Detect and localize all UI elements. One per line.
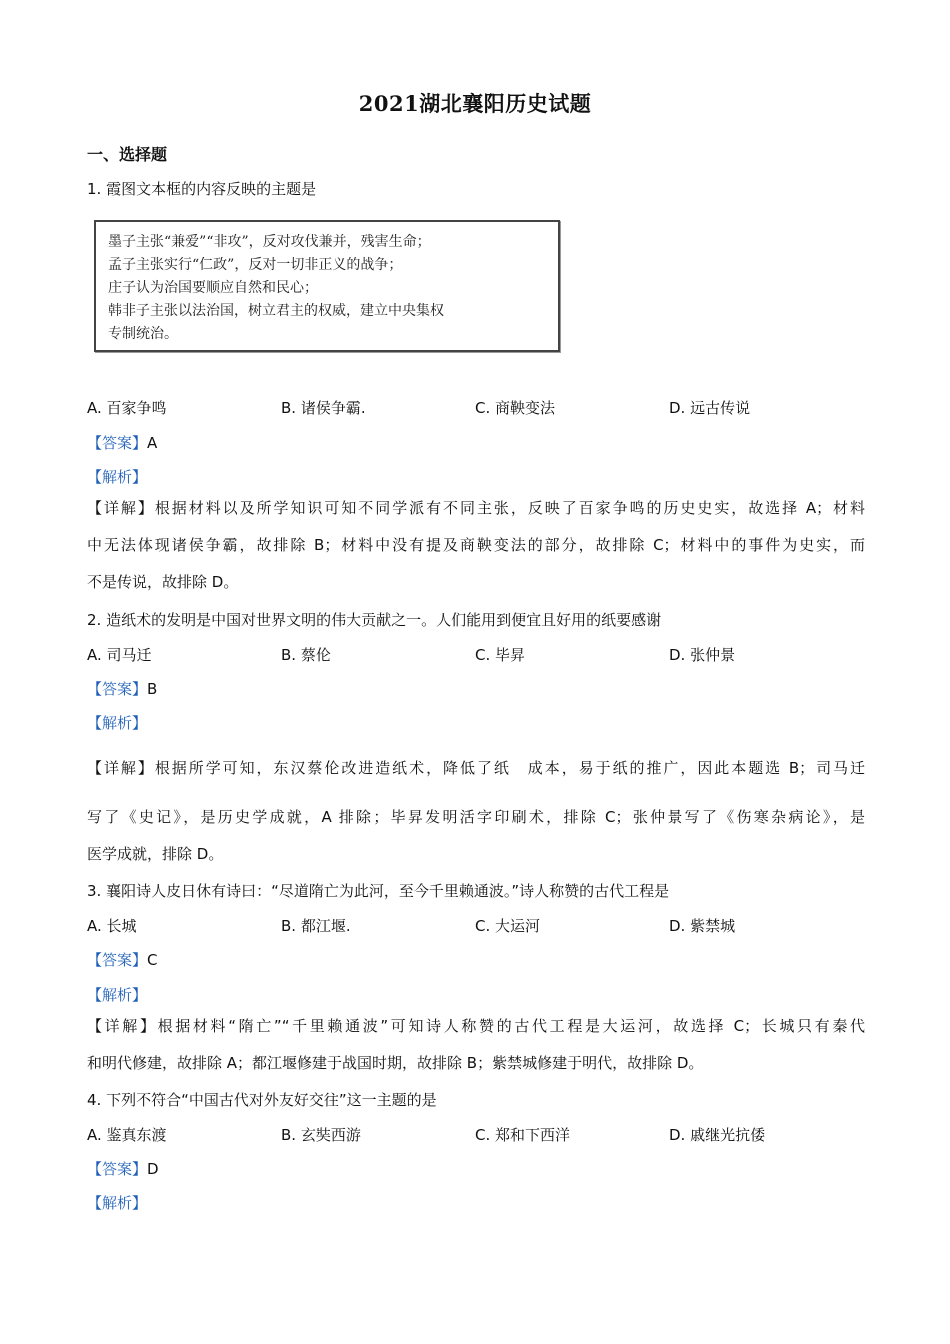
answer-line	[87, 678, 157, 699]
detail-tag: 【详解】	[87, 1017, 158, 1035]
detail-paragraph	[87, 1008, 865, 1082]
option-a: A. 百家争鸣	[87, 399, 167, 417]
option-a: A. 司马迁	[87, 646, 152, 664]
answer-line	[87, 1158, 159, 1179]
detail-line: 【详解】根据材料“隋亡”“千里赖通波”可知诗人称赞的古代工程是大运河，故选择 C；长城只有秦代	[87, 1017, 865, 1035]
answer-line	[87, 432, 157, 453]
material-line: 韩非子主张以法治国，树立君主的权威，建立中央集权	[108, 303, 444, 319]
option-d: D. 远古传说	[669, 399, 751, 417]
detail-line: 写了《史记》，是历史学成就，A 排除；毕昇发明活字印刷术，排除 C；张仲景写了《伤寒杂病论》，是	[87, 808, 865, 826]
option-d: D. 紫禁城	[669, 917, 736, 935]
detail-tag: 【详解】	[87, 759, 155, 777]
material-line: 专制统治。	[108, 326, 178, 342]
material-line: 孟子主张实行“仁政”，反对一切非正义的战争；	[108, 257, 403, 273]
option-c: C. 商鞅变法	[475, 399, 556, 417]
analysis-tag: 【解析】	[87, 1194, 148, 1212]
material-line: 庄子认为治国要顺应自然和民心；	[108, 280, 318, 296]
answer-value: D	[147, 1160, 159, 1178]
question-4-stem: 4. 下列不符合“中国古代对外友好交往”这一主题的是	[87, 1091, 437, 1109]
analysis-tag: 【解析】	[87, 714, 148, 732]
option-b: B. 蔡伦	[281, 646, 331, 664]
option-b: B. 诸侯争霸.	[281, 399, 366, 417]
option-b: B. 都江堰.	[281, 917, 351, 935]
answer-tag: 【答案】	[87, 434, 148, 452]
option-d: D. 戚继光抗倭	[669, 1126, 766, 1144]
option-b: B. 玄奘西游	[281, 1126, 361, 1144]
option-c: C. 大运河	[475, 917, 541, 935]
detail-line: 中无法体现诸侯争霸，故排除 B；材料中没有提及商鞅变法的部分，故排除 C；材料中的事件为史实，而	[87, 536, 865, 554]
material-text-box	[94, 220, 560, 352]
analysis-tag: 【解析】	[87, 468, 148, 486]
material-line: 墨子主张“兼爱”“非攻”，反对攻伐兼并，残害生命；	[108, 234, 431, 250]
answer-tag: 【答案】	[87, 1160, 148, 1178]
answer-value: A	[147, 434, 158, 452]
detail-tag: 【详解】	[87, 499, 155, 517]
answer-tag: 【答案】	[87, 951, 148, 969]
answer-tag: 【答案】	[87, 680, 148, 698]
option-d: D. 张仲景	[669, 646, 736, 664]
detail-line: 【详解】根据所学可知，东汉蔡伦改进造纸术，降低了纸 成本，易于纸的推广，因此本题选 B；司马迁	[87, 759, 865, 777]
option-a: A. 长城	[87, 917, 137, 935]
option-c: C. 郑和下西洋	[475, 1126, 571, 1144]
document-title: 2021湖北襄阳历史试题	[358, 91, 592, 116]
detail-paragraph	[87, 490, 865, 601]
question-3-stem: 3. 襄阳诗人皮日休有诗曰：“尽道隋亡为此河，至今千里赖通波。”诗人称赞的古代工程是	[87, 882, 670, 900]
option-c: C. 毕昇	[475, 646, 526, 664]
section-heading: 一、选择题	[87, 145, 168, 164]
detail-line: 医学成就，排除 D。	[87, 845, 224, 863]
detail-line: 不是传说，故排除 D。	[87, 573, 239, 591]
detail-line: 【详解】根据材料以及所学知识可知不同学派有不同主张，反映了百家争鸣的历史史实，故选择 A；材料	[87, 499, 865, 517]
question-2-stem: 2. 造纸术的发明是中国对世界文明的伟大贡献之一。人们能用到便宜且好用的纸要感谢	[87, 611, 662, 629]
analysis-tag: 【解析】	[87, 986, 148, 1004]
question-1-stem: 1. 霞图文本框的内容反映的主题是	[87, 180, 317, 198]
answer-line	[87, 949, 158, 970]
answer-value: C	[147, 951, 158, 969]
detail-line: 和明代修建，故排除 A；都江堰修建于战国时期，故排除 B；紫禁城修建于明代，故排除 D。	[87, 1054, 704, 1072]
answer-value: B	[147, 680, 158, 698]
detail-paragraph	[87, 750, 865, 873]
option-a: A. 鉴真东渡	[87, 1126, 167, 1144]
